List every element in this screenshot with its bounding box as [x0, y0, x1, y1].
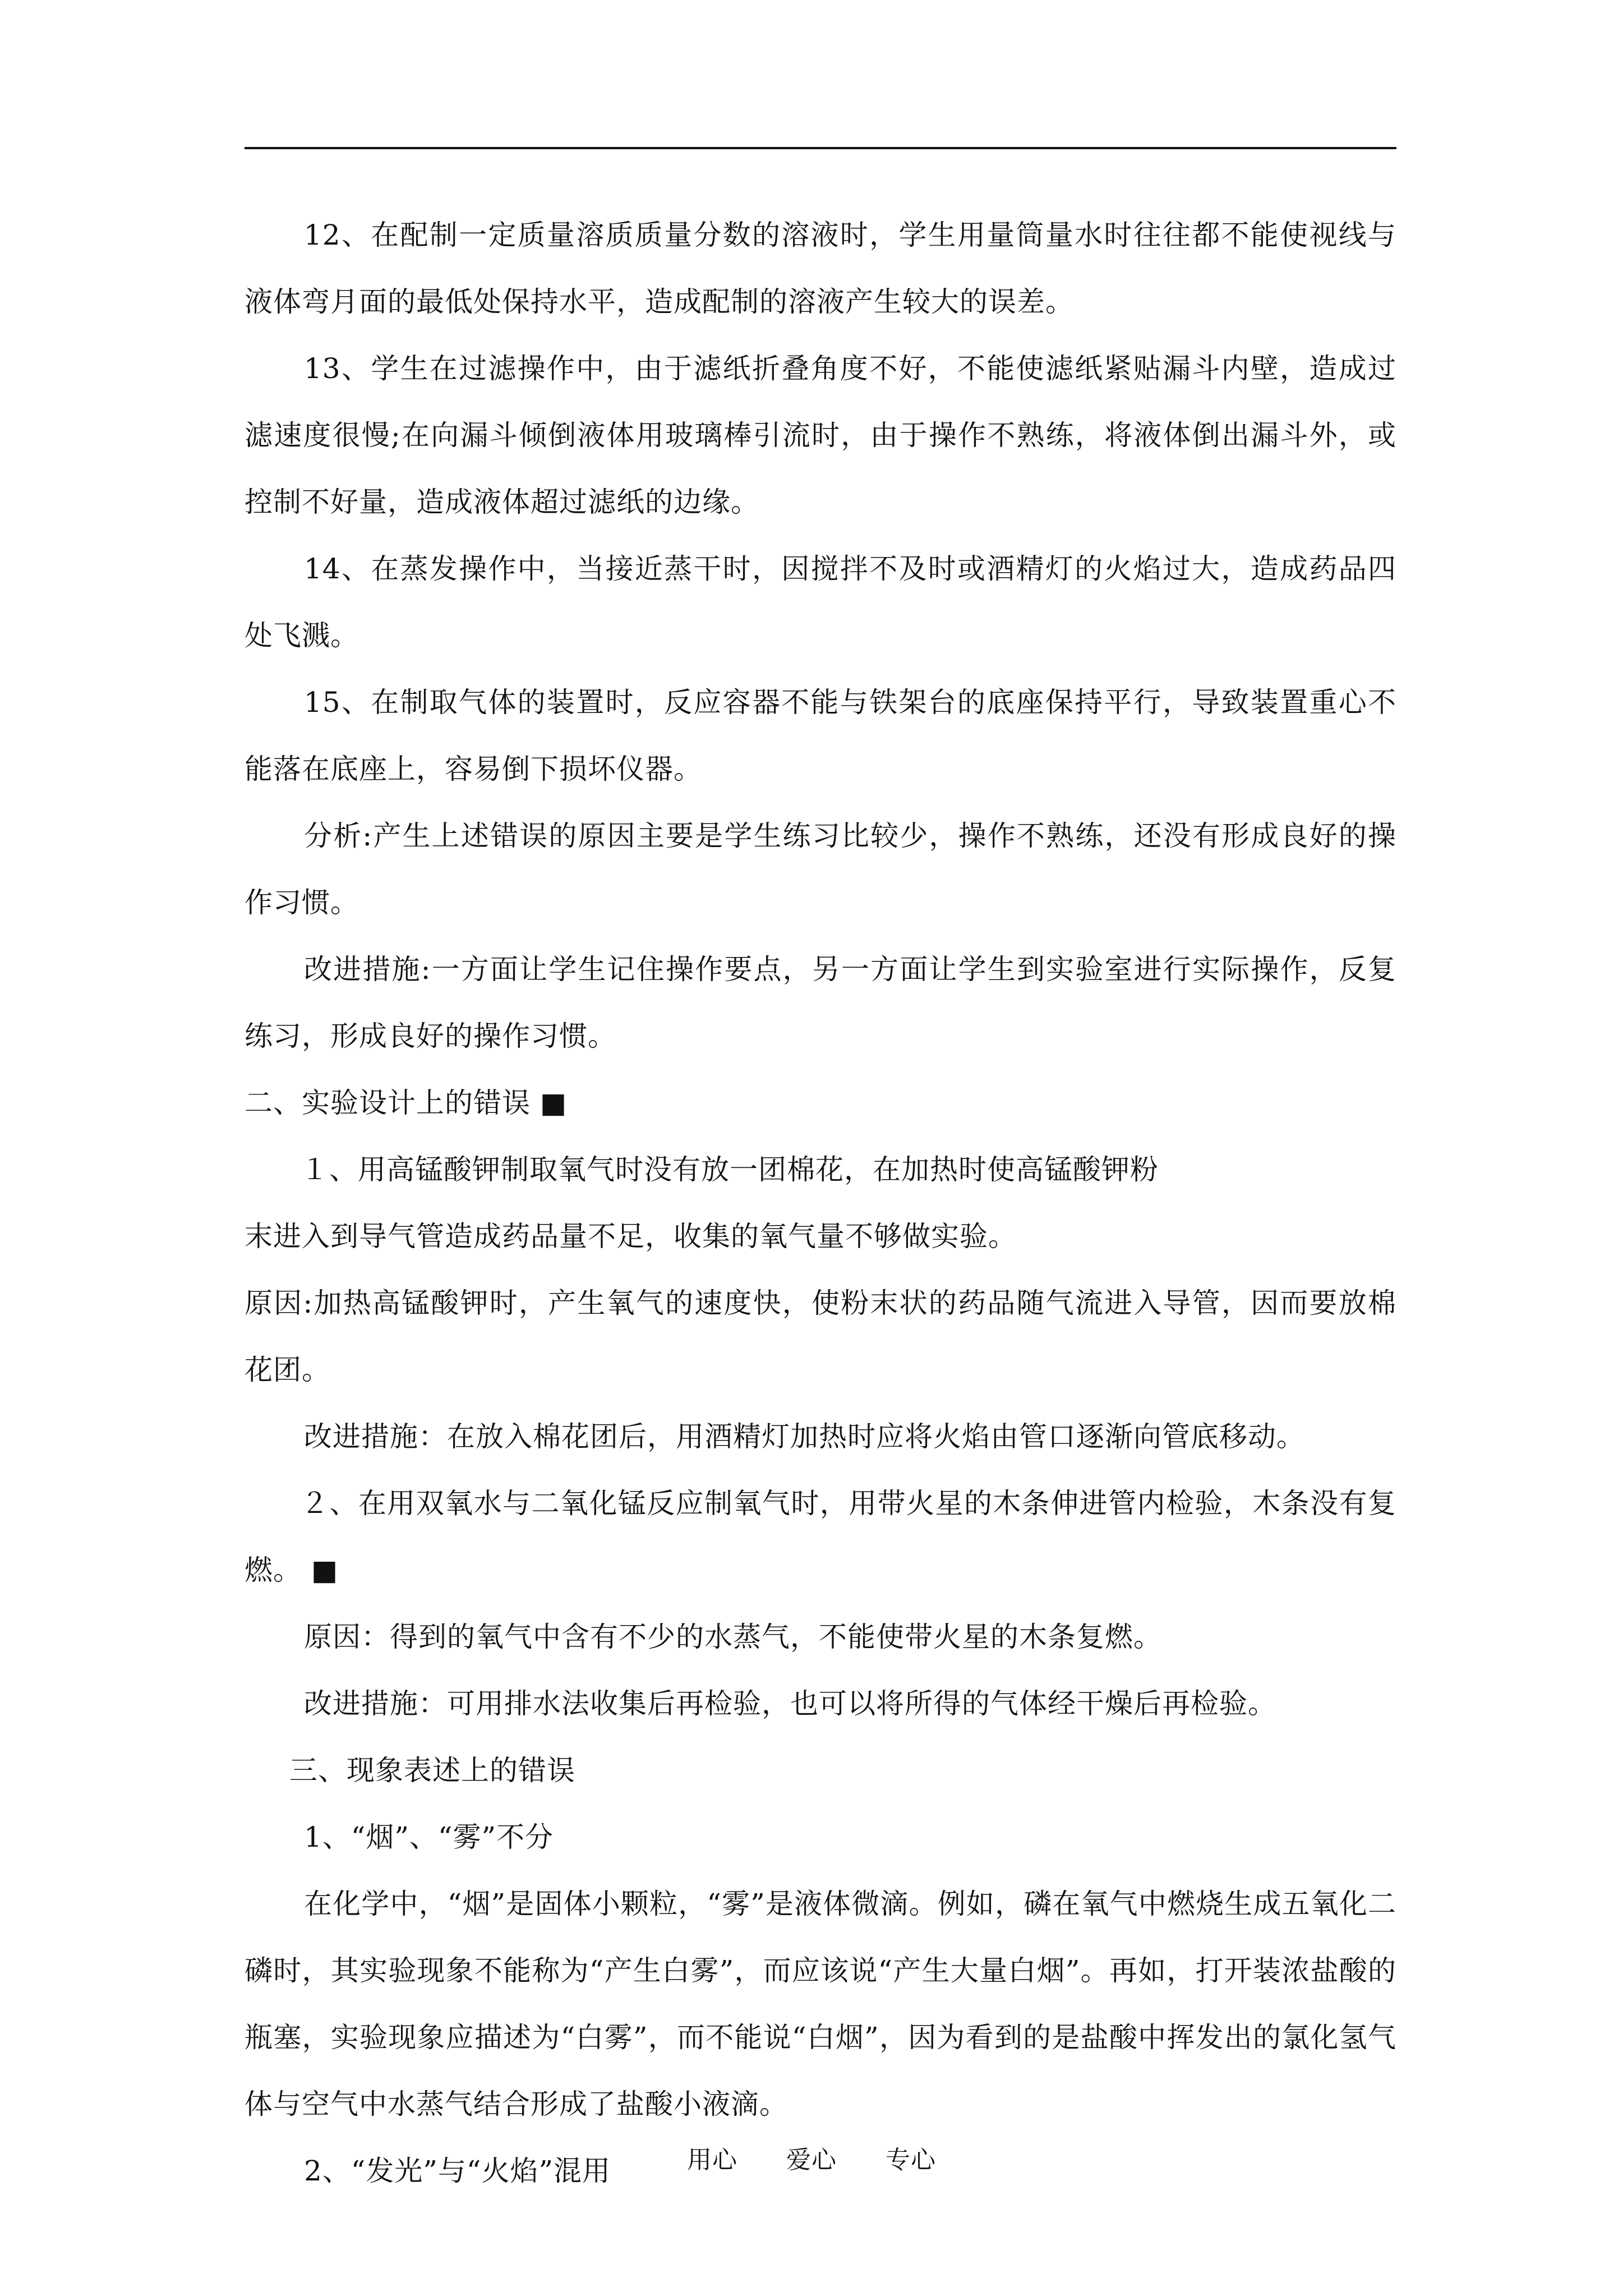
footer-text-2: 爱心	[786, 2146, 837, 2174]
paragraph-2-2-measure: 改进措施：可用排水法收集后再检验，也可以将所得的气体经干燥后再检验。	[304, 1687, 1276, 1720]
paragraph-3-1-title: 1、“烟”、“雾”不分	[304, 1821, 554, 1853]
section-heading-3: 三、现象表述上的错误	[289, 1754, 575, 1787]
footer-text-1: 用心	[687, 2146, 737, 2174]
paragraph-item-15: 15、在制取气体的装置时，反应容器不能与铁架台的底座保持平行，导致装置重心不能落在底座上，容易倒下损坏仪器。	[245, 686, 1396, 785]
paragraph-2-1-line1: １、用高锰酸钾制取氧气时没有放一团棉花，在加热时使高锰酸钾粉	[301, 1153, 1159, 1186]
paragraph-improvement-1: 改进措施:一方面让学生记住操作要点，另一方面让学生到实验室进行实际操作，反复练习，形成良好的操作习惯。	[245, 953, 1396, 1052]
paragraph-2-2: ２、在用双氧水与二氧化锰反应制氧气时，用带火星的木条伸进管内检验，木条没有复燃。 ■	[245, 1487, 1396, 1586]
paragraph-3-1-body: 在化学中，“烟”是固体小颗粒，“雾”是液体微滴。例如，磷在氧气中燃烧生成五氧化二磷时，其实验现象不能称为“产生白雾”，而应该说“产生大量白烟”。再如，打开装浓盐酸的瓶塞，实验现象应描述为“白雾”，而不能说“白烟”，因为看到的是盐酸中挥发出的氯化氢气体与空气中水蒸气结合形成了盐酸小液滴。	[245, 1888, 1396, 2120]
paragraph-item-12: 12、在配制一定质量溶质质量分数的溶液时，学生用量筒量水时往往都不能使视线与液体弯月面的最低处保持水平，造成配制的溶液产生较大的误差。	[245, 219, 1396, 318]
paragraph-2-1-reason: 原因:加热高锰酸钾时，产生氧气的速度快，使粉末状的药品随气流进入导管，因而要放棉花团。	[245, 1287, 1396, 1386]
paragraph-item-13: 13、学生在过滤操作中，由于滤纸折叠角度不好，不能使滤纸紧贴漏斗内壁，造成过滤速度很慢;在向漏斗倾倒液体用玻璃棒引流时，由于操作不熟练，将液体倒出漏斗外，或控制不好量，造成液体超过滤纸的边缘。	[245, 352, 1396, 518]
paragraph-2-1-measure: 改进措施：在放入棉花团后，用酒精灯加热时应将火焰由管口逐渐向管底移动。	[304, 1420, 1305, 1453]
document-body	[245, 202, 1396, 2205]
paragraph-2-1-line2: 末进入到导气管造成药品量不足，收集的氧气量不够做实验。	[245, 1220, 1017, 1253]
paragraph-3-2-title: 2、“发光”与“火焰”混用	[304, 2155, 611, 2187]
header-rule	[245, 147, 1396, 149]
footer-text-3: 专心	[886, 2146, 936, 2174]
paragraph-item-14: 14、在蒸发操作中，当接近蒸干时，因搅拌不及时或酒精灯的火焰过大，造成药品四处飞溅。	[245, 553, 1396, 652]
section-heading-2: 二、实验设计上的错误 ■	[245, 1087, 568, 1119]
paragraph-analysis: 分析:产生上述错误的原因主要是学生练习比较少，操作不熟练，还没有形成良好的操作习惯。	[245, 820, 1396, 919]
page-footer	[0, 2139, 1623, 2175]
paragraph-2-2-reason: 原因：得到的氧气中含有不少的水蒸气，不能使带火星的木条复燃。	[304, 1621, 1162, 1653]
